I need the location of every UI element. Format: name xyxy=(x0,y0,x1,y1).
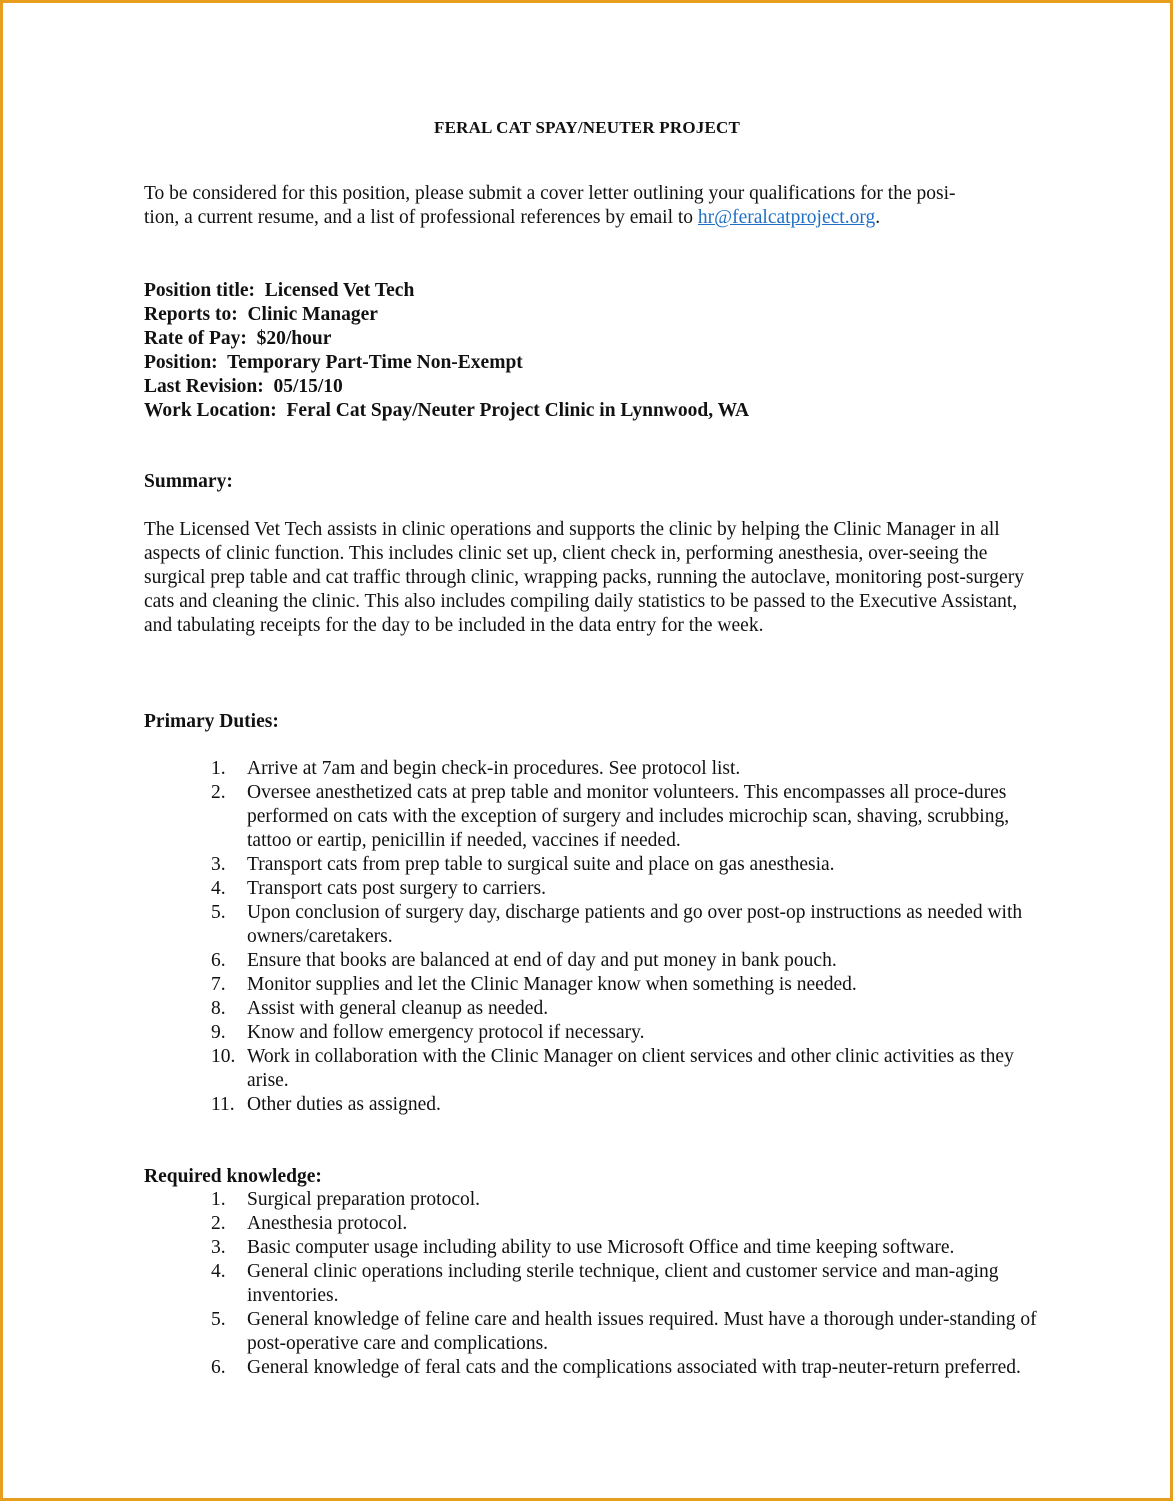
intro-line-2: tion, a current resume, and a list of professional references by email to xyxy=(144,207,698,228)
list-item-number: 6. xyxy=(211,950,226,971)
meta-value: Temporary Part-Time Non-Exempt xyxy=(227,352,523,373)
list-item-text: Transport cats post surgery to carriers. xyxy=(247,878,546,899)
list-item xyxy=(144,781,1037,853)
meta-label: Reports to: xyxy=(144,304,238,325)
list-item-number: 2. xyxy=(211,1213,226,1234)
intro-paragraph xyxy=(144,182,1030,230)
meta-value: $20/hour xyxy=(256,328,332,349)
list-item xyxy=(144,1260,1037,1308)
list-item-number: 1. xyxy=(211,1189,226,1210)
list-item xyxy=(144,1236,1037,1260)
list-item xyxy=(144,1188,1037,1212)
list-item xyxy=(144,853,1037,877)
email-link[interactable]: hr@feralcatproject.org xyxy=(697,207,876,228)
list-item-text: General clinic operations including sterile technique, client and customer service and man-aging inventories. xyxy=(247,1261,999,1306)
primary-duties-heading: Primary Duties: xyxy=(144,711,279,732)
list-item-number: 4. xyxy=(211,878,226,899)
meta-value: 05/15/10 xyxy=(273,376,343,397)
list-item-text: Basic computer usage including ability to use Microsoft Office and time keeping software. xyxy=(247,1237,955,1258)
meta-row-work-location xyxy=(144,399,749,423)
meta-label: Position title: xyxy=(144,280,256,301)
list-item-text: Surgical preparation protocol. xyxy=(247,1189,481,1210)
list-item xyxy=(144,1356,1037,1380)
list-item-text: Anesthesia protocol. xyxy=(247,1213,408,1234)
list-item xyxy=(144,1021,1037,1045)
meta-value: Licensed Vet Tech xyxy=(264,280,415,301)
list-item-number: 6. xyxy=(211,1357,226,1378)
meta-label: Work Location: xyxy=(144,400,277,421)
meta-value: Feral Cat Spay/Neuter Project Clinic in Lynnwood, WA xyxy=(286,400,750,421)
intro-trailing-period: . xyxy=(875,207,881,228)
document-title: FERAL CAT SPAY/NEUTER PROJECT xyxy=(433,118,741,137)
list-item xyxy=(144,997,1037,1021)
list-item xyxy=(144,1045,1037,1093)
list-item-text: Assist with general cleanup as needed. xyxy=(247,998,549,1019)
list-item-number: 7. xyxy=(211,974,226,995)
list-item-number: 5. xyxy=(211,902,226,923)
list-item-number: 11. xyxy=(211,1094,235,1115)
list-item-text: General knowledge of feral cats and the complications associated with trap-neuter-return preferred. xyxy=(247,1357,1021,1378)
primary-duties-list xyxy=(144,757,1034,1117)
list-item-text: Ensure that books are balanced at end of day and put money in bank pouch. xyxy=(247,950,837,971)
meta-row-rate-of-pay xyxy=(144,327,749,351)
list-item-number: 2. xyxy=(211,782,226,803)
list-item xyxy=(144,1212,1037,1236)
summary-heading: Summary: xyxy=(144,471,233,492)
list-item-text: Other duties as assigned. xyxy=(247,1094,441,1115)
meta-row-position xyxy=(144,351,749,375)
meta-label: Last Revision: xyxy=(144,376,264,397)
list-item-text: General knowledge of feline care and health issues required. Must have a thorough under-standing of post-operative care and complications. xyxy=(247,1309,1037,1354)
list-item-number: 4. xyxy=(211,1261,226,1282)
position-details xyxy=(144,279,749,423)
list-item-number: 8. xyxy=(211,998,226,1019)
list-item-number: 3. xyxy=(211,854,226,875)
meta-label: Rate of Pay: xyxy=(144,328,247,349)
list-item xyxy=(144,877,1037,901)
list-item xyxy=(144,949,1037,973)
list-item-text: Upon conclusion of surgery day, discharge patients and go over post-op instructions as needed with owners/caretakers. xyxy=(247,902,1023,947)
list-item-number: 10. xyxy=(211,1046,236,1067)
list-item-text: Monitor supplies and let the Clinic Manager know when something is needed. xyxy=(247,974,857,995)
list-item-number: 9. xyxy=(211,1022,226,1043)
list-item-number: 5. xyxy=(211,1309,226,1330)
required-knowledge-heading: Required knowledge: xyxy=(144,1166,322,1187)
summary-paragraph: The Licensed Vet Tech assists in clinic operations and supports the clinic by helping the Clinic Manager in all aspects of clinic function. This includes clinic set up, client check in, performing anesthesia, over-seeing the surgical prep table and cat traffic through clinic, wrapping packs, running the autoclave, monitoring post-surgery cats and cleaning the clinic. This also includes compiling daily statistics to be passed to the Executive Assistant, and tabulating receipts for the day to be included in the data entry for the week. xyxy=(144,519,1024,636)
list-item xyxy=(144,757,1037,781)
list-item-text: Work in collaboration with the Clinic Manager on client services and other clinic activities as they arise. xyxy=(247,1046,1014,1091)
list-item xyxy=(144,901,1037,949)
list-item-text: Arrive at 7am and begin check-in procedures. See protocol list. xyxy=(247,758,741,779)
meta-value: Clinic Manager xyxy=(247,304,378,325)
list-item xyxy=(144,1093,1037,1117)
list-item-number: 1. xyxy=(211,758,226,779)
list-item-number: 3. xyxy=(211,1237,226,1258)
list-item-text: Oversee anesthetized cats at prep table and monitor volunteers. This encompasses all proce-dures performed on cats with the exception of surgery and includes microchip scan, shaving, scrubbing, tattoo or eartip, penicillin if needed, vaccines if needed. xyxy=(247,782,1010,851)
meta-row-reports-to xyxy=(144,303,749,327)
list-item xyxy=(144,1308,1037,1356)
intro-line-1: To be considered for this position, please submit a cover letter outlining your qualifications for the posi- xyxy=(144,183,956,204)
list-item xyxy=(144,973,1037,997)
meta-label: Position: xyxy=(144,352,218,373)
meta-row-position-title xyxy=(144,279,749,303)
list-item-text: Transport cats from prep table to surgical suite and place on gas anesthesia. xyxy=(247,854,835,875)
required-knowledge-list xyxy=(144,1188,1037,1380)
list-item-text: Know and follow emergency protocol if necessary. xyxy=(247,1022,645,1043)
meta-row-last-revision xyxy=(144,375,749,399)
